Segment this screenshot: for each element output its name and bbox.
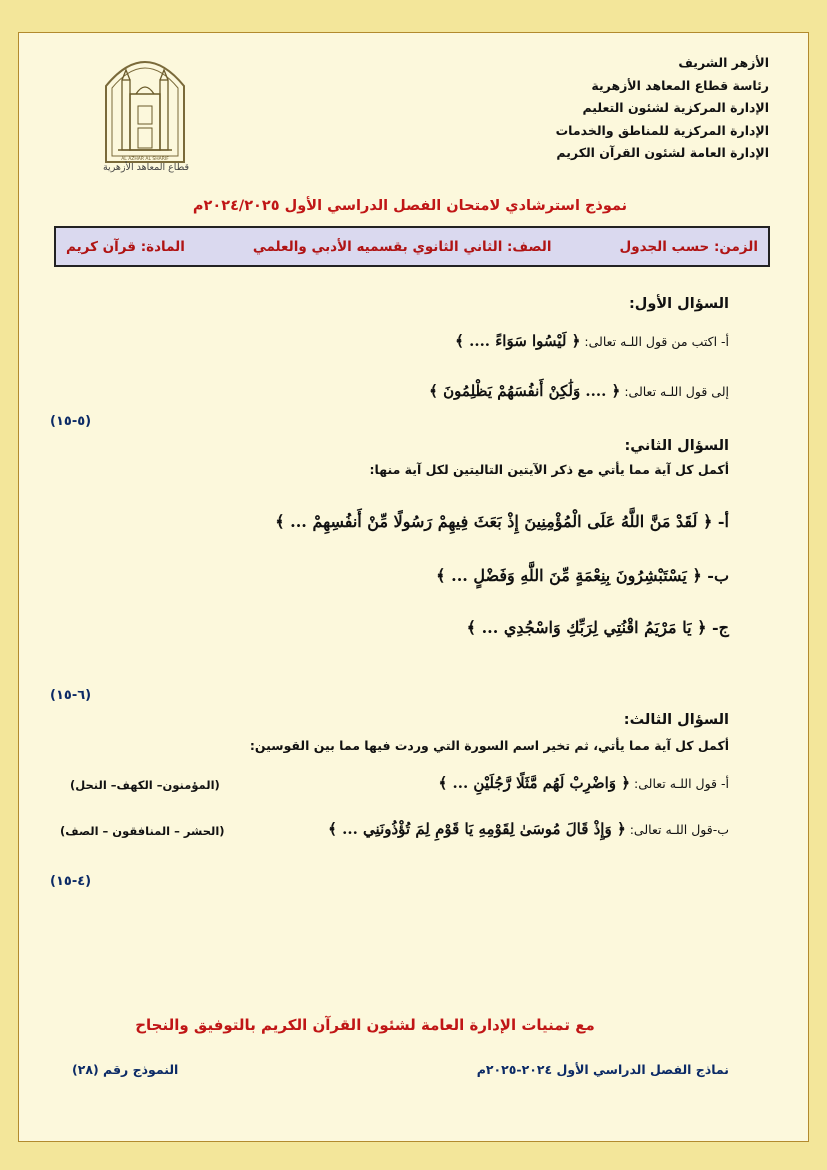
q3-item-b-options: (الحشر – المنافقون – الصف) bbox=[60, 824, 225, 838]
q3-item-b-prefix: ب-قول اللـه تعالى: bbox=[629, 822, 729, 837]
q1-part-b-prefix: إلى قول اللـه تعالى: bbox=[624, 384, 729, 399]
question-2-item-a: أ- ﴿ لَقَدْ مَنَّ اللَّهُ عَلَى الْمُؤْمِنِينَ إِذْ بَعَثَ فِيهِمْ رَسُولًا مِّنْ أَنفُسِهِمْ ... ﴾ bbox=[275, 512, 729, 531]
question-2-item-c: ج- ﴿ يَا مَرْيَمُ اقْنُتِي لِرَبِّكِ وَاسْجُدِي ... ﴾ bbox=[466, 618, 729, 637]
question-2-item-b: ب- ﴿ يَسْتَبْشِرُونَ بِنِعْمَةٍ مِّنَ اللَّهِ وَفَضْلٍ ... ﴾ bbox=[436, 566, 729, 585]
q3-item-a-verse: ﴿ وَاضْرِبْ لَهُم مَّثَلًا رَّجُلَيْنِ ... ﴾ bbox=[438, 774, 631, 792]
exam-info-box bbox=[54, 226, 770, 267]
question-3-instruction: أكمل كل آية مما يأتي، ثم تخير اسم السورة التي وردت فيها مما بين القوسين: bbox=[249, 738, 729, 753]
q3-item-a-prefix: أ- قول اللـه تعالى: bbox=[634, 776, 729, 791]
header-line: الإدارة المركزية لشئون التعليم bbox=[582, 100, 769, 115]
grade-label: الصف: الثاني الثانوي بقسميه الأدبي والعلمي bbox=[252, 238, 552, 255]
question-3-score: (٤-١٥) bbox=[50, 874, 92, 889]
q3-item-a-options: (المؤمنون– الكهف– النحل) bbox=[70, 778, 220, 792]
question-3-item-b bbox=[328, 820, 729, 838]
question-1-part-b bbox=[429, 382, 729, 400]
question-1-part-a bbox=[455, 332, 729, 350]
header-line: رئاسة قطاع المعاهد الأزهرية bbox=[591, 77, 769, 93]
time-label: الزمن: حسب الجدول bbox=[619, 238, 758, 255]
closing-wish: مع تمنيات الإدارة العامة لشئون القرآن الكريم بالتوفيق والنجاح bbox=[135, 1016, 595, 1034]
q3-item-b-verse: ﴿ وَإِذْ قَالَ مُوسَىٰ لِقَوْمِهِ يَا قَوْمِ لِمَ تُؤْذُونَنِي ... ﴾ bbox=[328, 820, 626, 838]
question-1-score: (٥-١٥) bbox=[50, 414, 92, 429]
term-label: نماذج الفصل الدراسي الأول ٢٠٢٤-٢٠٢٥م bbox=[476, 1062, 729, 1077]
model-number: النموذج رقم (٢٨) bbox=[72, 1062, 179, 1077]
question-2-instruction: أكمل كل آية مما يأتي مع ذكر الآيتين التاليتين لكل آية منها: bbox=[369, 462, 729, 477]
question-2-heading: السؤال الثاني: bbox=[624, 438, 729, 454]
header-line: الإدارة المركزية للمناطق والخدمات bbox=[555, 122, 769, 138]
question-3-heading: السؤال الثالث: bbox=[623, 712, 729, 728]
question-3-item-a bbox=[439, 774, 729, 792]
q1-part-a-prefix: أ- اكتب من قول اللـه تعالى: bbox=[584, 334, 729, 349]
svg-text:AL AZHAR AL SHARIF: AL AZHAR AL SHARIF bbox=[121, 157, 169, 162]
subject-label: المادة: قرآن كريم bbox=[66, 238, 185, 255]
institution-header bbox=[469, 52, 769, 165]
q1-part-b-verse: ﴿ .... وَلَٰكِنْ أَنفُسَهُمْ يَظْلِمُونَ ﴾ bbox=[429, 382, 621, 400]
azhar-seal-logo bbox=[100, 44, 190, 176]
question-2-score: (٦-١٥) bbox=[50, 688, 92, 703]
header-line: الإدارة العامة لشئون القرآن الكريم bbox=[556, 145, 769, 160]
exam-title: نموذج استرشادي لامتحان الفصل الدراسي الأول ٢٠٢٤/٢٠٢٥م bbox=[192, 198, 628, 214]
question-1-heading: السؤال الأول: bbox=[628, 296, 729, 312]
seal-caption: قطاع المعاهد الأزهرية bbox=[102, 162, 190, 173]
header-line: الأزهر الشريف bbox=[678, 55, 769, 70]
q1-part-a-verse: ﴿ لَيْسُوا سَوَاءً .... ﴾ bbox=[455, 332, 581, 350]
